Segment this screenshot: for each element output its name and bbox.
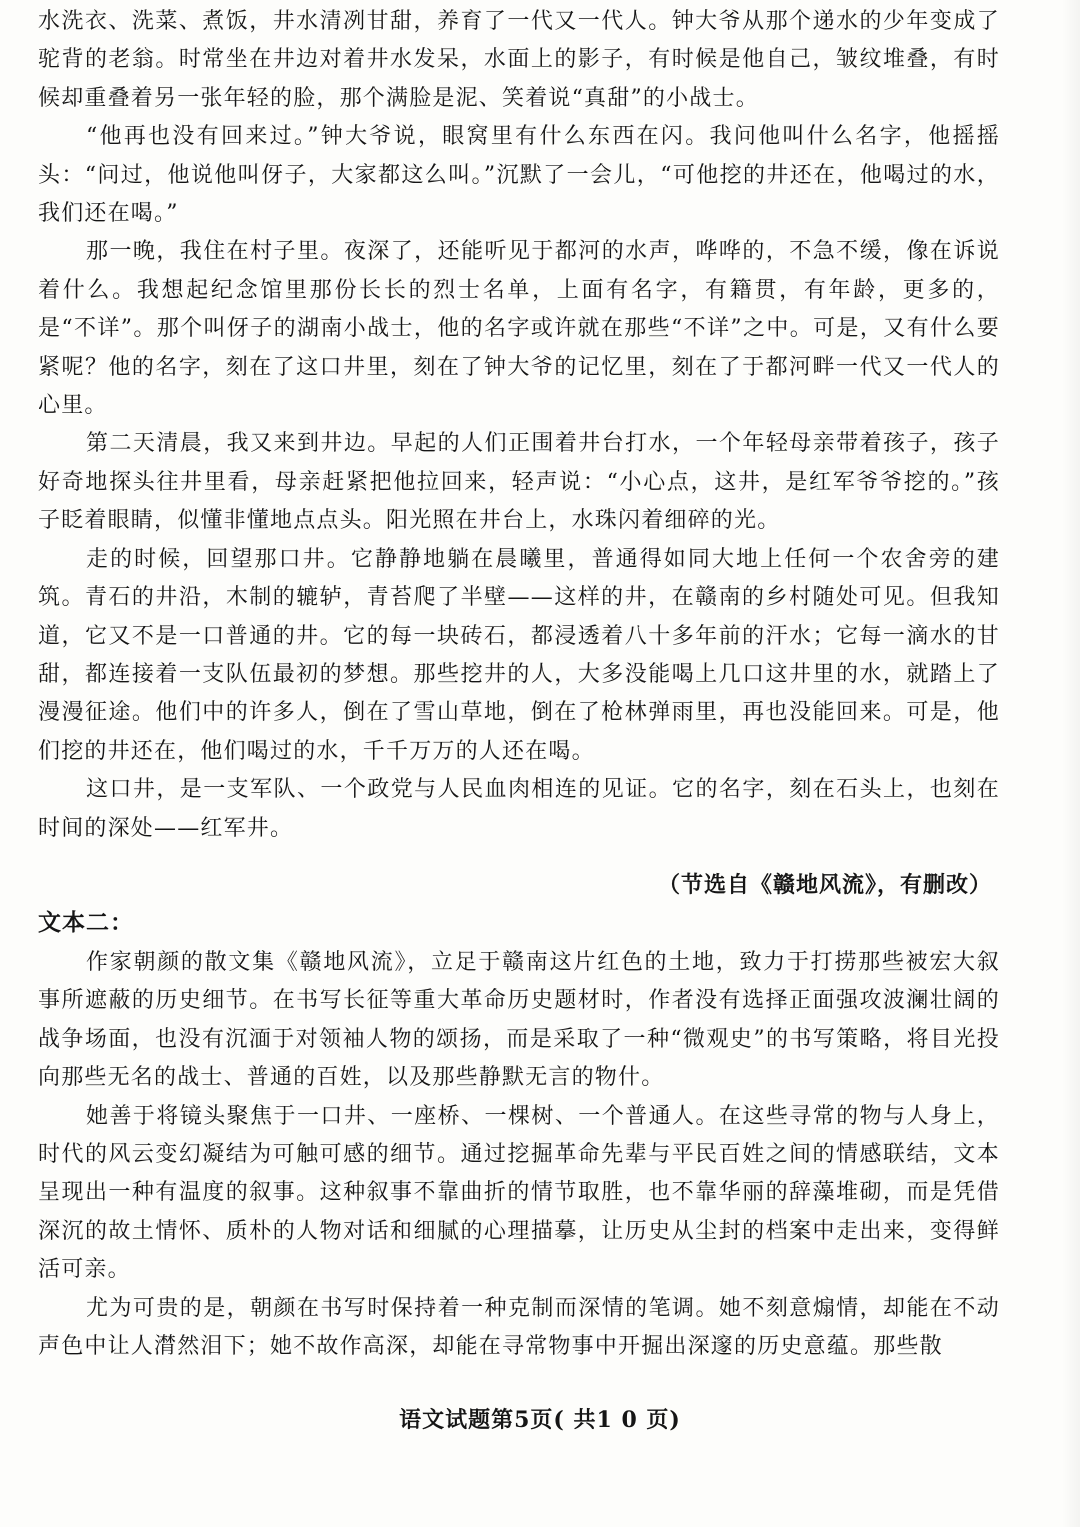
page-footer: 语文试题第5页( 共1 0 页) bbox=[399, 1407, 681, 1433]
text-one-paragraph-6: 这口井，是一支军队、一个政党与人民血肉相连的见证。它的名字，刻在石头上，也刻在时间的深处——红军井。 bbox=[38, 777, 1000, 841]
text-two-paragraph-1: 作家朝颜的散文集《赣地风流》，立足于赣南这片红色的土地，致力于打捞那些被宏大叙事所遮蔽的历史细节。在书写长征等重大革命历史题材时，作者没有选择正面强攻波澜壮阔的战争场面，也没有沉湎于对领袖人物的颂扬，而是采取了一种“微观史”的书写策略，将目光投向那些无名的战士、普通的百姓，以及那些静默无言的物什。 bbox=[38, 950, 1000, 1091]
text-one-paragraph-4: 第二天清晨，我又来到井边。早起的人们正围着井台打水，一个年轻母亲带着孩子，孩子好奇地探头往井里看，母亲赶紧把他拉回来，轻声说：“小心点，这井，是红军爷爷挖的。”孩子眨着眼睛，似懂非懂地点点头。阳光照在井台上，水珠闪着细碎的光。 bbox=[38, 431, 1000, 534]
text-one-paragraph-5: 走的时候，回望那口井。它静静地躺在晨曦里，普通得如同大地上任何一个农舍旁的建筑。青石的井沿，木制的辘轳，青苔爬了半壁——这样的井，在赣南的乡村随处可见。但我知道，它又不是一口普通的井。它的每一块砖石，都浸透着八十多年前的汗水；它每一滴水的甘甜，都连接着一支队伍最初的梦想。那些挖井的人，大多没能喝上几口这井里的水，就踏上了漫漫征途。他们中的许多人，倒在了雪山草地，倒在了枪林弹雨里，再也没能回来。可是，他们挖的井还在，他们喝过的水，千千万万的人还在喝。 bbox=[38, 546, 1000, 764]
text-one-paragraph-1: 水洗衣、洗菜、煮饭，井水清冽甘甜，养育了一代又一代人。钟大爷从那个递水的少年变成了驼背的老翁。时常坐在井边对着井水发呆，水面上的影子，有时候是他自己，皱纹堆叠，有时候却重叠着另一张年轻的脸，那个满脸是泥、笑着说“真甜”的小战士。 bbox=[38, 9, 1000, 111]
text-one-paragraph-3: 那一晚，我住在村子里。夜深了，还能听见于都河的水声，哗哗的，不急不缓，像在诉说着什么。我想起纪念馆里那份长长的烈士名单，上面有名字，有籍贯，有年龄，更多的，是“不详”。那个叫伢子的湖南小战士，他的名字或许就在那些“不详”之中。可是，又有什么要紧呢？他的名字，刻在了这口井里，刻在了钟大爷的记忆里，刻在了于都河畔一代又一代人的心里。 bbox=[38, 239, 1000, 419]
text-one-body bbox=[38, 3, 1000, 848]
text-two-heading: 文本二： bbox=[38, 910, 134, 936]
text-two-paragraph-3: 尤为可贵的是，朝颜在书写时保持着一种克制而深情的笔调。她不刻意煽情，却能在不动声色中让人潸然泪下；她不故作高深，却能在寻常物事中开掘出深邃的历史意蕴。那些散 bbox=[38, 1295, 1000, 1360]
text-two-paragraph-2: 她善于将镜头聚焦于一口井、一座桥、一棵树、一个普通人。在这些寻常的物与人身上，时代的风云变幻凝结为可触可感的细节。通过挖掘革命先辈与平民百姓之间的情感联结，文本呈现出一种有温度的叙事。这种叙事不靠曲折的情节取胜，也不靠华丽的辞藻堆砌，而是凭借深沉的故土情怀、质朴的人物对话和细腻的心理描摹，让历史从尘封的档案中走出来，变得鲜活可亲。 bbox=[38, 1103, 1000, 1283]
source-note: （节选自《赣地风流》，有删改） bbox=[657, 872, 992, 898]
text-one-paragraph-2: “他再也没有回来过。”钟大爷说，眼窝里有什么东西在闪。我问他叫什么名字，他摇摇头：“问过，他说他叫伢子，大家都这么叫。”沉默了一会儿，“可他挖的井还在，他喝过的水，我们还在喝。” bbox=[38, 124, 1000, 227]
text-two-body bbox=[38, 944, 1000, 1366]
scan-edge-shade bbox=[1062, 0, 1080, 1527]
